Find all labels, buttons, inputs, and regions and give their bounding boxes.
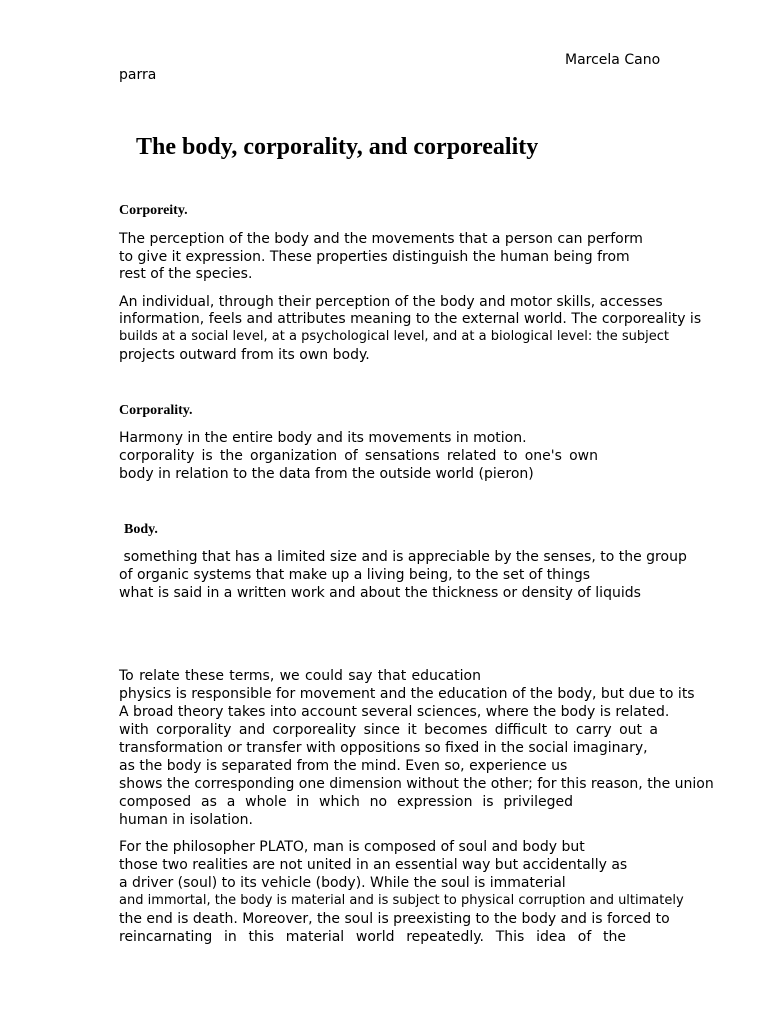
corporeity-p2-line-3: builds at a social level, at a psychological level, and at a biological level: the subject bbox=[119, 329, 669, 344]
relation-p1-line-8: composed as a whole in which no expression is privileged bbox=[119, 794, 573, 810]
relation-p1-line-4: with corporality and corporeality since it becomes difficult to carry out a bbox=[119, 722, 658, 738]
body-p1-line-3: what is said in a written work and about the thickness or density of liquids bbox=[119, 585, 641, 601]
body-p1-line-1: something that has a limited size and is appreciable by the senses, to the group bbox=[119, 549, 687, 565]
relation-p2-line-2: those two realities are not united in an essential way but accidentally as bbox=[119, 857, 628, 873]
relation-p2-line-4: and immortal, the body is material and is subject to physical corruption and ultimately bbox=[119, 893, 684, 908]
relation-p1-line-1: To relate these terms, we could say that education bbox=[119, 668, 481, 684]
heading-corporeity: Corporeity. bbox=[119, 203, 188, 218]
body-p1-line-2: of organic systems that make up a living being, to the set of things bbox=[119, 567, 591, 583]
relation-p1-line-3: A broad theory takes into account several sciences, where the body is related. bbox=[119, 704, 670, 720]
author-second-name: parra bbox=[119, 67, 157, 83]
relation-p1-line-6: as the body is separated from the mind. Even so, experience us bbox=[119, 758, 568, 774]
corporeity-p2-line-4: projects outward from its own body. bbox=[119, 347, 370, 363]
corporeity-p2-line-1: An individual, through their perception of the body and motor skills, accesses bbox=[119, 294, 663, 310]
relation-p1-line-7: shows the corresponding one dimension without the other; for this reason, the union bbox=[119, 776, 714, 792]
relation-p1-line-2: physics is responsible for movement and the education of the body, but due to its bbox=[119, 686, 695, 702]
corporality-p1-line-2: corporality is the organization of sensations related to one's own bbox=[119, 448, 598, 464]
relation-p2-line-6: reincarnating in this material world repeatedly. This idea of the bbox=[119, 929, 626, 945]
relation-p1-line-9: human in isolation. bbox=[119, 812, 253, 828]
heading-corporality: Corporality. bbox=[119, 403, 193, 418]
corporeity-p1-line-3: rest of the species. bbox=[119, 266, 253, 282]
relation-p1-line-5: transformation or transfer with oppositions so fixed in the social imaginary, bbox=[119, 740, 648, 756]
document-title: The body, corporality, and corporeality bbox=[136, 134, 539, 160]
corporality-p1-line-1: Harmony in the entire body and its movements in motion. bbox=[119, 430, 527, 446]
heading-body: Body. bbox=[124, 522, 158, 537]
relation-p2-line-3: a driver (soul) to its vehicle (body). While the soul is immaterial bbox=[119, 875, 566, 891]
corporeity-p1-line-1: The perception of the body and the movements that a person can perform bbox=[119, 231, 643, 247]
relation-p2-line-5: the end is death. Moreover, the soul is preexisting to the body and is forced to bbox=[119, 911, 670, 927]
relation-p2-line-1: For the philosopher PLATO, man is composed of soul and body but bbox=[119, 839, 585, 855]
author-first-name: Marcela Cano bbox=[565, 52, 661, 68]
corporeity-p1-line-2: to give it expression. These properties distinguish the human being from bbox=[119, 249, 630, 265]
corporality-p1-line-3: body in relation to the data from the outside world (pieron) bbox=[119, 466, 534, 482]
corporeity-p2-line-2: information, feels and attributes meaning to the external world. The corporeality is bbox=[119, 311, 702, 327]
